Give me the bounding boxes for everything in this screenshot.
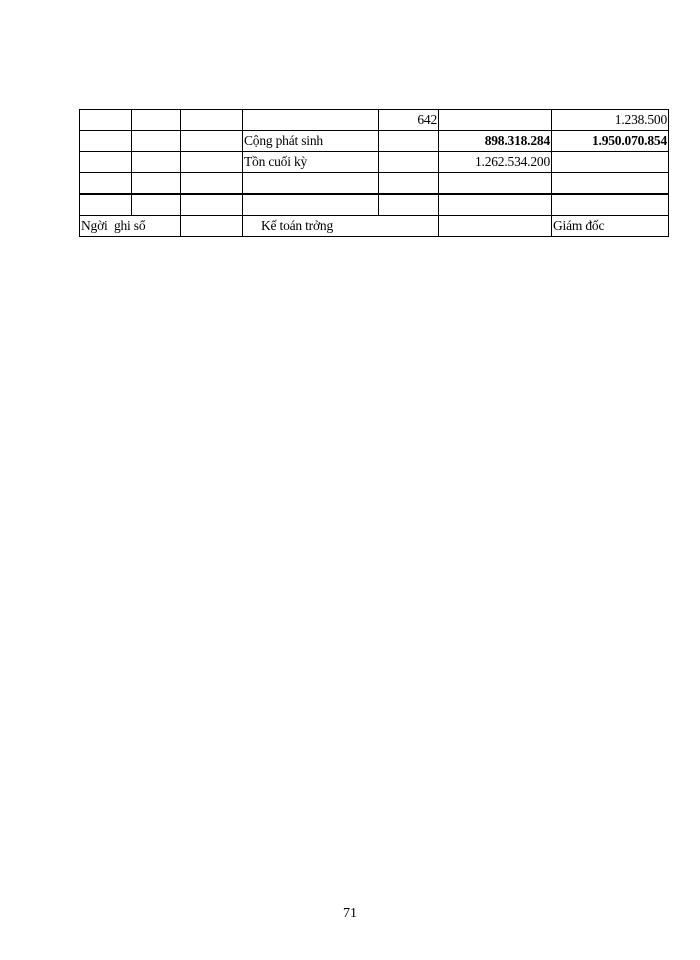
- table-cell: [132, 131, 181, 152]
- table-cell: [379, 131, 439, 152]
- table-cell: [243, 110, 379, 131]
- signature-row: [80, 216, 669, 237]
- total-credit: 1.950.070.854: [552, 131, 669, 152]
- table-cell: [132, 152, 181, 173]
- table-cell: [379, 173, 439, 195]
- recorder-signature-label: Ngời ghi sổ: [80, 216, 181, 237]
- table-cell: [181, 152, 243, 173]
- table-cell: [132, 173, 181, 195]
- table-cell: [181, 173, 243, 195]
- table-cell: [439, 216, 552, 237]
- table-cell: [80, 194, 132, 216]
- table-cell: [80, 173, 132, 195]
- table-cell: [80, 152, 132, 173]
- table-cell: [552, 173, 669, 195]
- table-cell: [181, 194, 243, 216]
- director-signature-label: Giám đốc: [552, 216, 669, 237]
- table-cell: [439, 110, 552, 131]
- table-row: [80, 173, 669, 195]
- table-cell: [181, 216, 243, 237]
- table-row: [80, 194, 669, 216]
- table-cell: [439, 173, 552, 195]
- table-cell: [80, 131, 132, 152]
- account-code-cell: 642: [379, 110, 439, 131]
- table-cell: [132, 110, 181, 131]
- credit-amount-cell: 1.238.500: [552, 110, 669, 131]
- table-cell: [379, 194, 439, 216]
- table-cell: [552, 152, 669, 173]
- table-cell: [379, 152, 439, 173]
- page-number: 71: [343, 906, 357, 921]
- total-row: [80, 131, 669, 152]
- table-cell: [132, 194, 181, 216]
- total-label: Cộng phát sinh: [243, 131, 379, 152]
- closing-label: Tồn cuối kỳ: [243, 152, 379, 173]
- table-cell: [80, 110, 132, 131]
- table-cell: [439, 194, 552, 216]
- closing-debit: 1.262.534.200: [439, 152, 552, 173]
- table-row: [80, 110, 669, 131]
- chief-accountant-signature-label: Kế toán trởng: [243, 216, 439, 237]
- ledger-table: [79, 109, 669, 237]
- closing-balance-row: [80, 152, 669, 173]
- table-cell: [181, 110, 243, 131]
- table-cell: [243, 194, 379, 216]
- table-cell: [243, 173, 379, 195]
- total-debit: 898.318.284: [439, 131, 552, 152]
- table-cell: [552, 194, 669, 216]
- table-cell: [181, 131, 243, 152]
